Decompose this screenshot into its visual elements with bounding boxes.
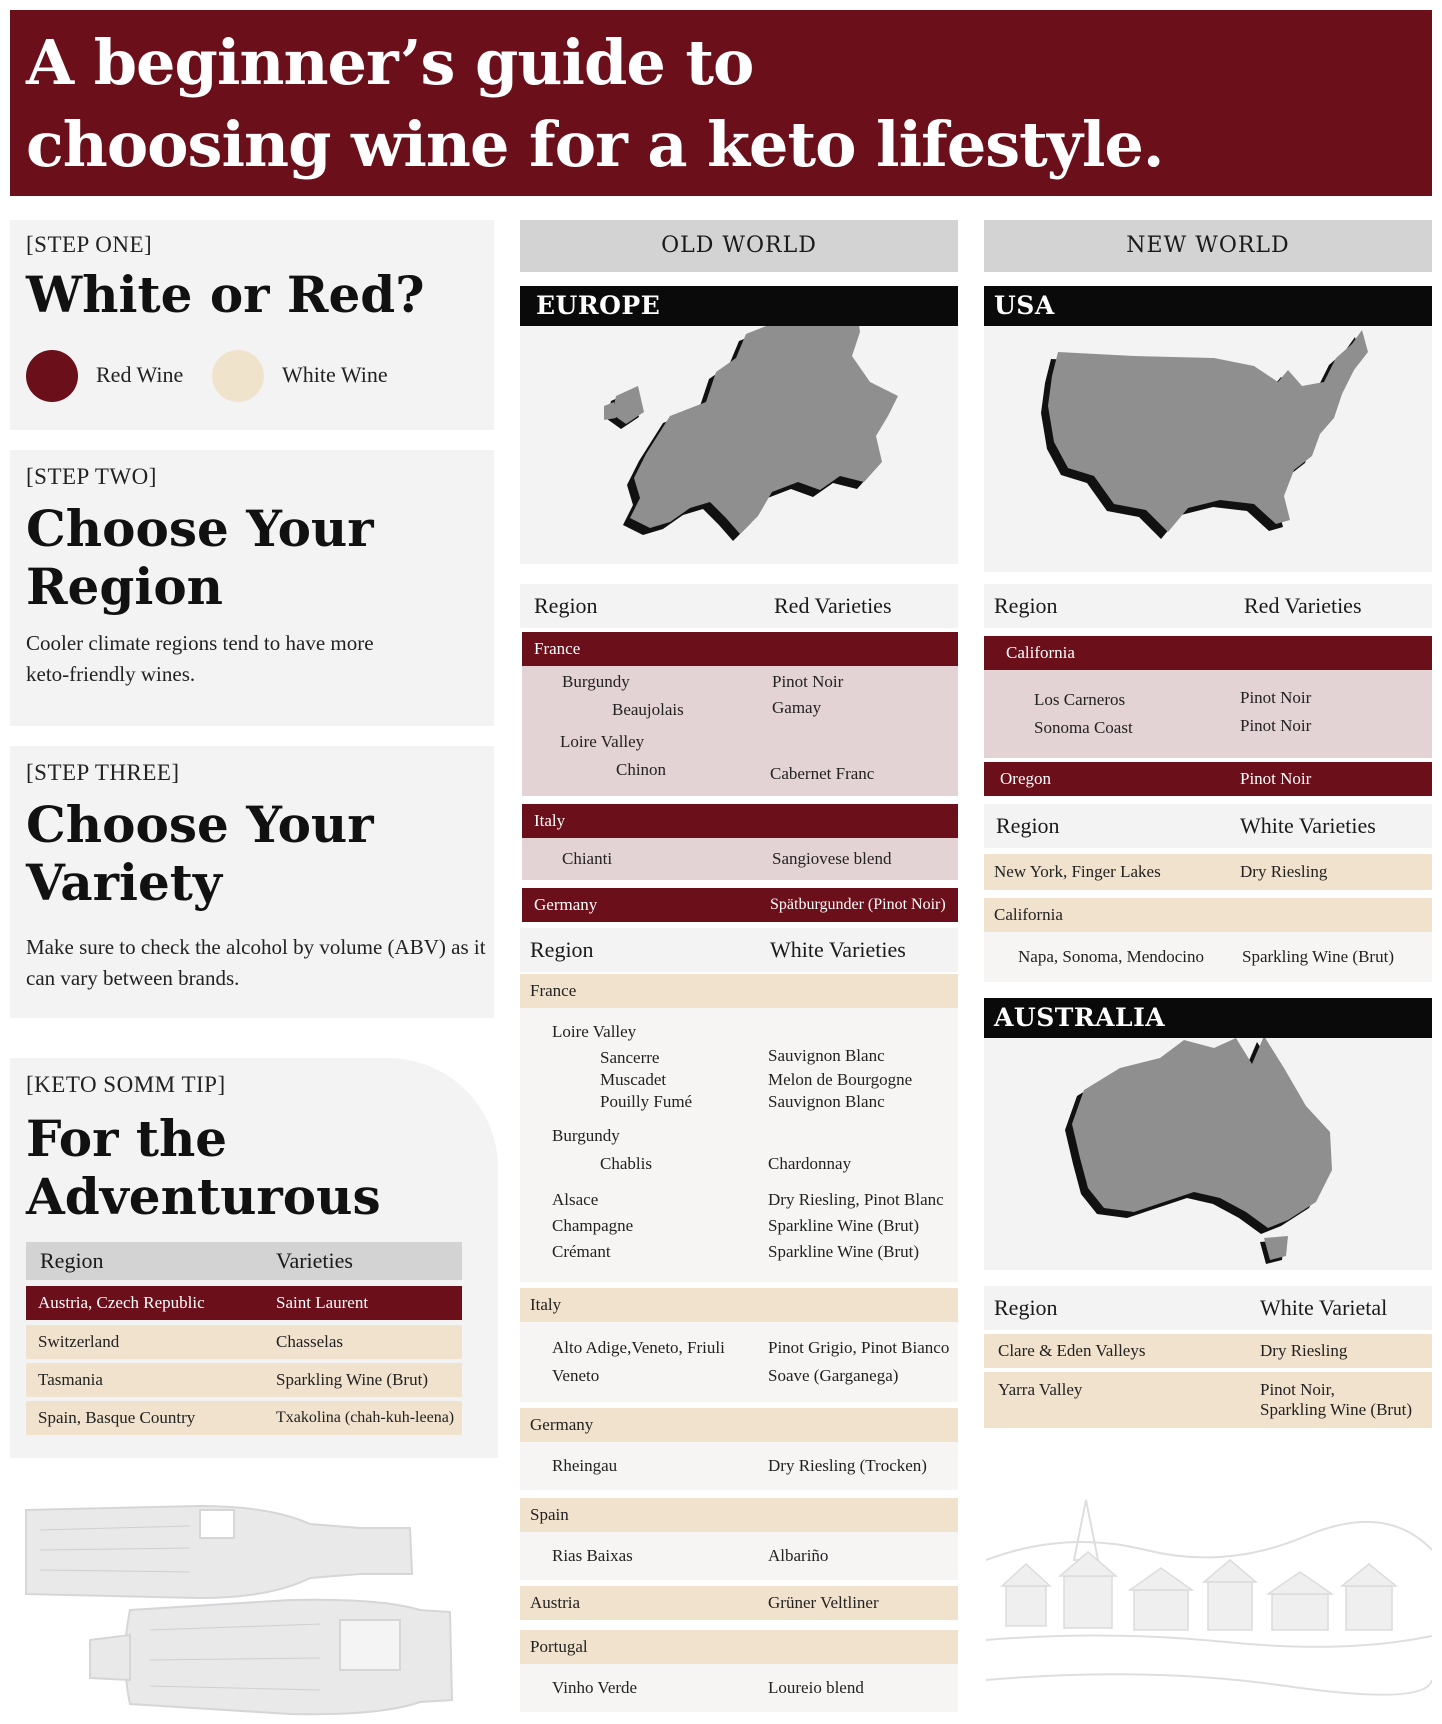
list-item: Alsace [552,1190,599,1209]
tip-row-variety: Chasselas [276,1332,344,1351]
ow-portugal-white-row [520,1630,958,1664]
list-item: Burgundy [562,672,630,691]
europe-map-panel [520,286,958,564]
list-item: Melon de Bourgogne [768,1070,913,1089]
ow-italy-white-row [520,1288,958,1322]
tip-row-region: Austria, Czech Republic [38,1293,205,1312]
list-item: Sauvignon Blanc [768,1092,885,1111]
step-three-card [10,746,494,1018]
tip-table-header [26,1242,462,1280]
tip-table-row [26,1325,462,1359]
white-wine-label: White Wine [282,362,388,387]
step-two-label: [STEP TWO] [26,464,157,489]
nw-california-red-row [984,636,1432,670]
title-line-1: A beginner’s guide to [26,26,754,99]
list-item: Italy [530,1295,562,1314]
list-item: Germany [530,1415,594,1434]
ow-france-red-row [522,632,958,666]
ow-red-col-region: Region [534,593,598,618]
australia-map [984,998,1432,1270]
ow-france-red-list [522,666,958,796]
nw-white-header [984,804,1432,848]
usa-label: USA [994,291,1055,320]
list-item: Sonoma Coast [1034,718,1133,737]
list-item: Pinot Noir [1240,688,1312,707]
list-item: Rheingau [552,1456,618,1475]
nw-white-col-region: Region [996,813,1060,838]
tip-table-row [26,1363,462,1397]
step-one-label: [STEP ONE] [26,232,153,257]
village-sketch [986,1490,1432,1714]
ow-red-col-varieties: Red Varieties [774,593,892,618]
australia-label: AUSTRALIA [994,1003,1166,1032]
list-item: Cabernet Franc [770,764,875,783]
aus-col-varietal: White Varietal [1260,1295,1388,1320]
step-three-label: [STEP THREE] [26,760,180,785]
list-item: France [530,981,577,1000]
list-item: Clare & Eden Valleys [998,1341,1146,1360]
nw-ny-row [984,854,1432,890]
header-banner [10,10,1432,196]
list-item: Pinot Noir [772,672,844,691]
list-item: Beaujolais [612,700,684,719]
aus-row-clare [984,1334,1432,1368]
usa-map-panel [984,286,1432,572]
ow-white-col-varieties: White Varieties [770,937,906,962]
ow-italy-red-row [522,804,958,838]
step-two-desc-l2: keto-friendly wines. [26,662,196,686]
list-item: Vinho Verde [552,1678,638,1697]
list-item: Pinot Noir, [1260,1380,1335,1399]
tip-title-l2: Adventurous [26,1167,381,1226]
ow-germany-red-row [522,888,958,922]
list-item: Grüner Veltliner [768,1593,879,1612]
step-two-title-l1: Choose Your [26,499,374,558]
ow-italy-white-list [520,1322,958,1402]
ow-france-white-row [520,974,958,1008]
nw-white-col-varieties: White Varieties [1240,813,1376,838]
ow-france-white-list [520,1008,958,1282]
europe-label: EUROPE [536,291,661,320]
list-item: Dry Riesling, Pinot Blanc [768,1190,944,1209]
ow-spain-white-row [520,1498,958,1532]
step-two-title-l2: Region [26,557,224,616]
list-item: Loureio blend [768,1678,864,1697]
list-item: Pinot Noir [1240,769,1312,788]
red-wine-label: Red Wine [96,362,184,387]
ow-france-label: France [534,639,581,658]
aus-row-yarra [984,1372,1432,1428]
list-item: Veneto [552,1366,600,1385]
list-item: Yarra Valley [998,1380,1083,1399]
tip-row-variety: Txakolina (chah-kuh-leena) [276,1409,455,1426]
list-item: Chianti [562,849,613,868]
step-three-desc-l1: Make sure to check the alcohol by volume (ABV) as it [26,935,486,959]
list-item: Pouilly Fumé [600,1092,693,1111]
nw-oregon-row [984,762,1432,796]
step-three-title-l2: Variety [26,853,222,912]
ow-italy-red-list [522,838,958,880]
list-item: Sparkling Wine (Brut) [1260,1400,1412,1419]
nw-red-header [984,584,1432,628]
tip-col-region: Region [40,1248,104,1273]
tip-table-row [26,1286,462,1320]
aus-white-header [984,1286,1432,1330]
list-item: Spain [530,1505,569,1524]
title-line-2: choosing wine for a keto lifestyle. [26,108,1164,181]
list-item: Pinot Grigio, Pinot Bianco [768,1338,950,1357]
list-item: Dry Riesling [1240,862,1328,881]
list-item: Pinot Noir [1240,716,1312,735]
europe-map [520,286,958,564]
ow-italy-label: Italy [534,811,566,830]
red-wine-swatch [26,350,78,402]
list-item: Napa, Sonoma, Mendocino [1018,947,1205,966]
wine-bottles-sketch [20,1490,460,1720]
list-item: Sauvignon Blanc [768,1046,885,1065]
list-item: Champagne [552,1216,634,1235]
step-three-desc-l2: can vary between brands. [26,966,240,990]
step-one-card [10,220,494,430]
list-item: Soave (Garganega) [768,1366,899,1385]
old-world-heading: OLD WORLD [520,220,958,272]
list-item: Sangiovese blend [772,849,892,868]
list-item: Los Carneros [1034,690,1126,709]
list-item: New York, Finger Lakes [994,862,1161,881]
tip-row-region: Tasmania [38,1370,103,1389]
list-item: Austria [530,1593,581,1612]
list-item: Crémant [552,1242,611,1261]
nw-red-col-varieties: Red Varieties [1244,593,1362,618]
list-item: Gamay [772,698,822,717]
list-item: Burgundy [552,1126,620,1145]
ow-white-col-region: Region [530,937,594,962]
new-world-heading: NEW WORLD [984,220,1432,272]
usa-map [984,286,1432,572]
list-item: Muscadet [600,1070,667,1089]
list-item: Loire Valley [552,1022,637,1041]
list-item: California [994,905,1063,924]
list-item: Portugal [530,1637,588,1656]
list-item: Albariño [768,1546,829,1565]
aus-col-region: Region [994,1295,1058,1320]
list-item: Sparkling Wine (Brut) [1242,947,1394,966]
europe-label-bar [520,286,958,326]
ow-germany-white-list [520,1442,958,1490]
step-two-desc-l1: Cooler climate regions tend to have more [26,631,374,655]
australia-label-bar [984,998,1432,1038]
step-three-title-l1: Choose Your [26,795,374,854]
ow-germany-white-row [520,1408,958,1442]
ow-white-header [520,928,958,972]
step-one-title: White or Red? [26,265,425,324]
australia-map-panel [984,998,1432,1270]
tip-row-region: Switzerland [38,1332,120,1351]
tip-label: [KETO SOMM TIP] [26,1072,226,1097]
list-item: Chablis [600,1154,652,1173]
list-item: Chardonnay [768,1154,852,1173]
nw-california-white-row [984,898,1432,932]
white-wine-swatch [212,350,264,402]
list-item: Alto Adige,Veneto, Friuli [552,1338,725,1357]
list-item: Dry Riesling (Trocken) [768,1456,927,1475]
list-item: Rias Baixas [552,1546,633,1565]
ow-spain-white-list [520,1532,958,1580]
nw-red-col-region: Region [994,593,1058,618]
ow-austria-white-row [520,1586,958,1620]
list-item: Oregon [1000,769,1051,788]
nw-california-white-list [984,932,1432,982]
keto-somm-tip-card [10,1058,498,1458]
list-item: Chinon [616,760,667,779]
tip-title-l1: For the [26,1109,228,1168]
list-item: Loire Valley [560,732,645,751]
tip-col-varieties: Varieties [276,1248,353,1273]
tip-row-variety: Saint Laurent [276,1293,369,1312]
ow-red-header [520,584,958,628]
usa-label-bar [984,286,1432,326]
list-item: Sparkline Wine (Brut) [768,1242,920,1261]
list-item: Dry Riesling [1260,1341,1348,1360]
nw-california-label: California [1006,643,1075,662]
nw-california-red-list [984,670,1432,758]
step-two-card [10,450,494,726]
tip-row-variety: Sparkling Wine (Brut) [276,1370,428,1389]
list-item: Spätburgunder (Pinot Noir) [770,896,946,913]
page-title [26,22,1163,186]
list-item: Sparkline Wine (Brut) [768,1216,920,1235]
tip-table-row [26,1401,462,1435]
tip-row-region: Spain, Basque Country [38,1408,196,1427]
list-item: Germany [534,895,598,914]
list-item: Sancerre [600,1048,660,1067]
ow-portugal-white-list [520,1664,958,1712]
